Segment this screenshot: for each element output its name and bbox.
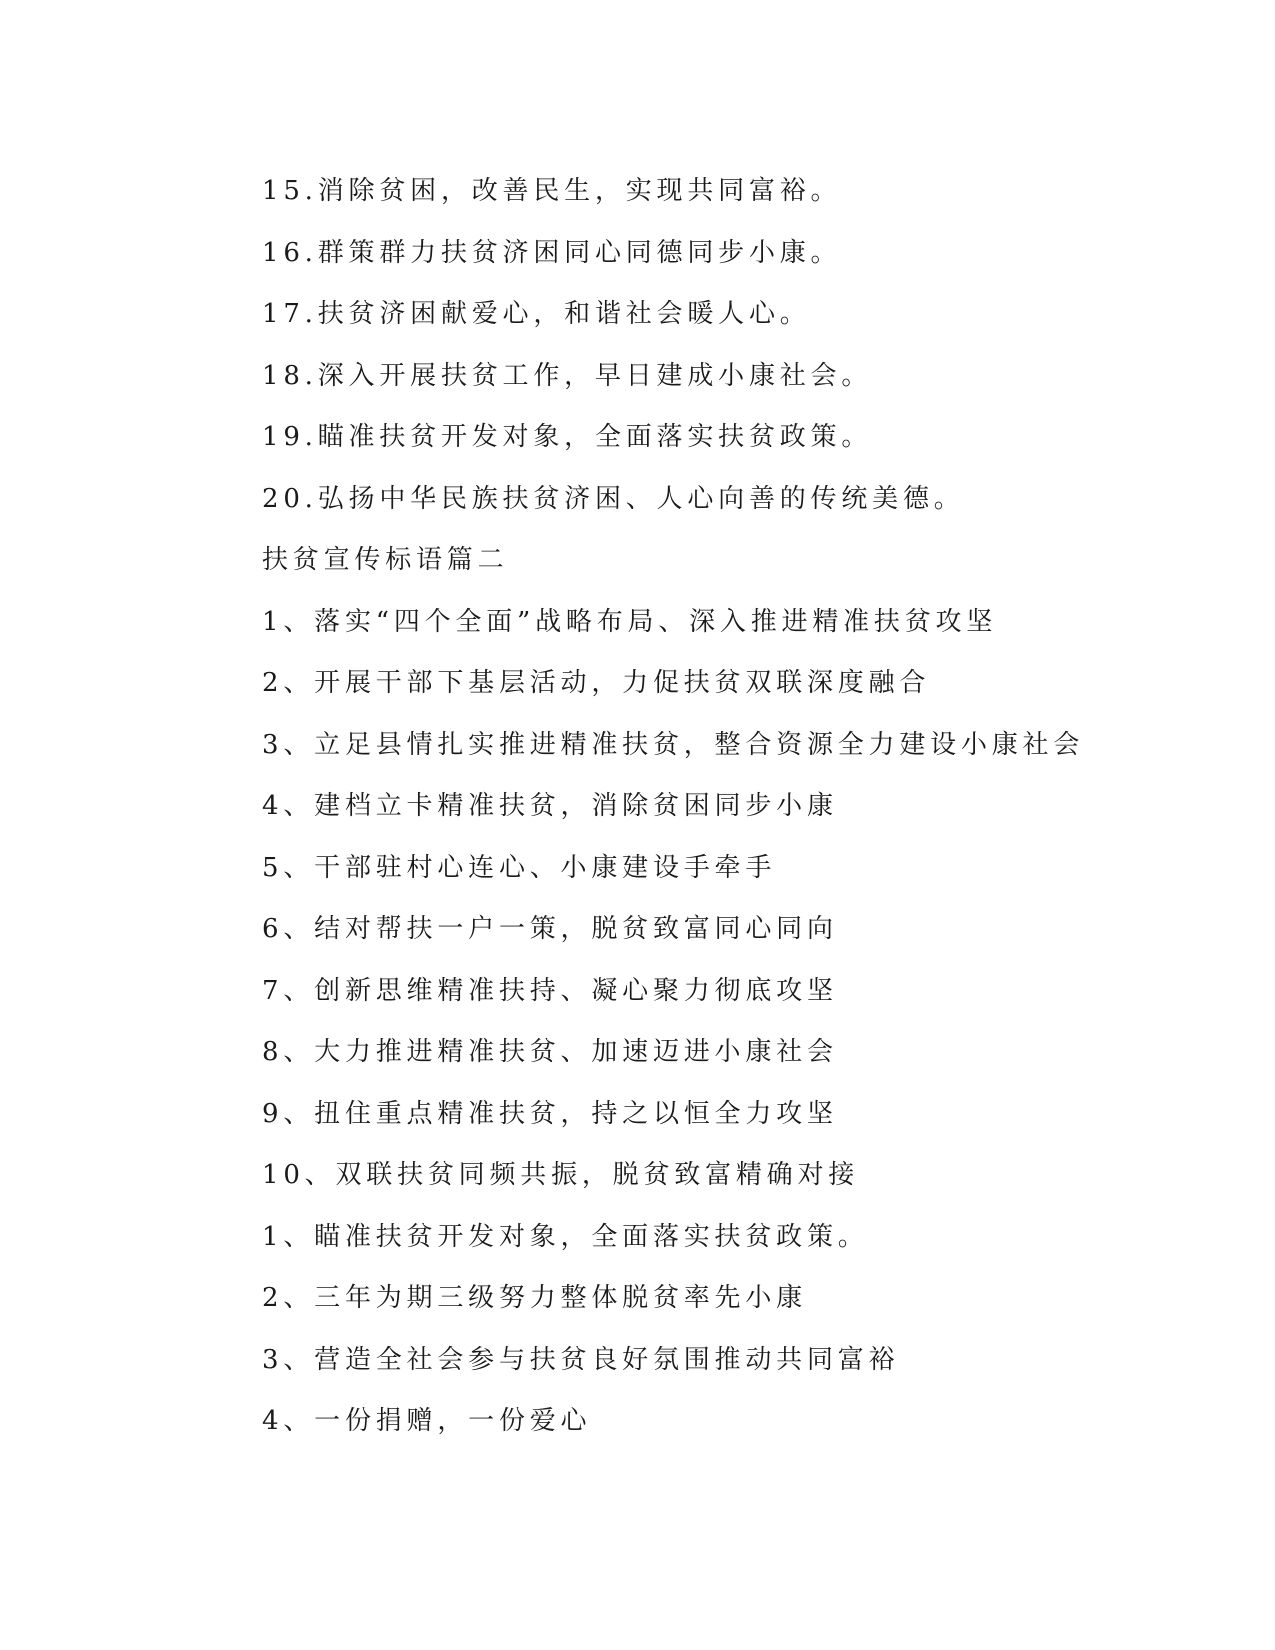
list-item: 3、营造全社会参与扶贫良好氛围推动共同富裕 bbox=[262, 1344, 900, 1375]
list-item: 7、创新思维精准扶持、凝心聚力彻底攻坚 bbox=[262, 975, 838, 1006]
document-body bbox=[262, 163, 1162, 1455]
list-item: 2、开展干部下基层活动，力促扶贫双联深度融合 bbox=[262, 668, 931, 698]
slogan-16: 16.群策群力扶贫济困同心同德同步小康。 bbox=[262, 237, 842, 268]
slogan-15: 15.消除贫困，改善民生，实现共同富裕。 bbox=[262, 176, 842, 206]
list-item: 2、三年为期三级努力整体脱贫率先小康 bbox=[262, 1283, 807, 1313]
list-item: 3、立足县情扎实推进精准扶贫，整合资源全力建设小康社会 bbox=[262, 729, 1085, 760]
list-item: 5、干部驻村心连心、小康建设手牵手 bbox=[262, 852, 777, 883]
list-item: 1、落实“四个全面”战略布局、深入推进精准扶贫攻坚 bbox=[262, 606, 998, 637]
slogan-17: 17.扶贫济困献爱心，和谐社会暖人心。 bbox=[262, 299, 811, 329]
list-item: 10、双联扶贫同频共振，脱贫致富精确对接 bbox=[262, 1160, 860, 1190]
list-item: 4、一份捐赠，一份爱心 bbox=[262, 1406, 592, 1436]
section-heading: 扶贫宣传标语篇二 bbox=[262, 545, 509, 575]
slogan-19: 19.瞄准扶贫开发对象，全面落实扶贫政策。 bbox=[262, 422, 873, 452]
list-item: 8、大力推进精准扶贫、加速迈进小康社会 bbox=[262, 1037, 838, 1067]
list-item: 6、结对帮扶一户一策，脱贫致富同心同向 bbox=[262, 914, 838, 944]
list-item: 4、建档立卡精准扶贫，消除贫困同步小康 bbox=[262, 791, 838, 821]
list-item: 9、扭住重点精准扶贫，持之以恒全力攻坚 bbox=[262, 1098, 838, 1129]
slogan-18: 18.深入开展扶贫工作，早日建成小康社会。 bbox=[262, 360, 873, 391]
slogan-20: 20.弘扬中华民族扶贫济困、人心向善的传统美德。 bbox=[262, 483, 965, 514]
list-item: 1、瞄准扶贫开发对象，全面落实扶贫政策。 bbox=[262, 1221, 869, 1252]
